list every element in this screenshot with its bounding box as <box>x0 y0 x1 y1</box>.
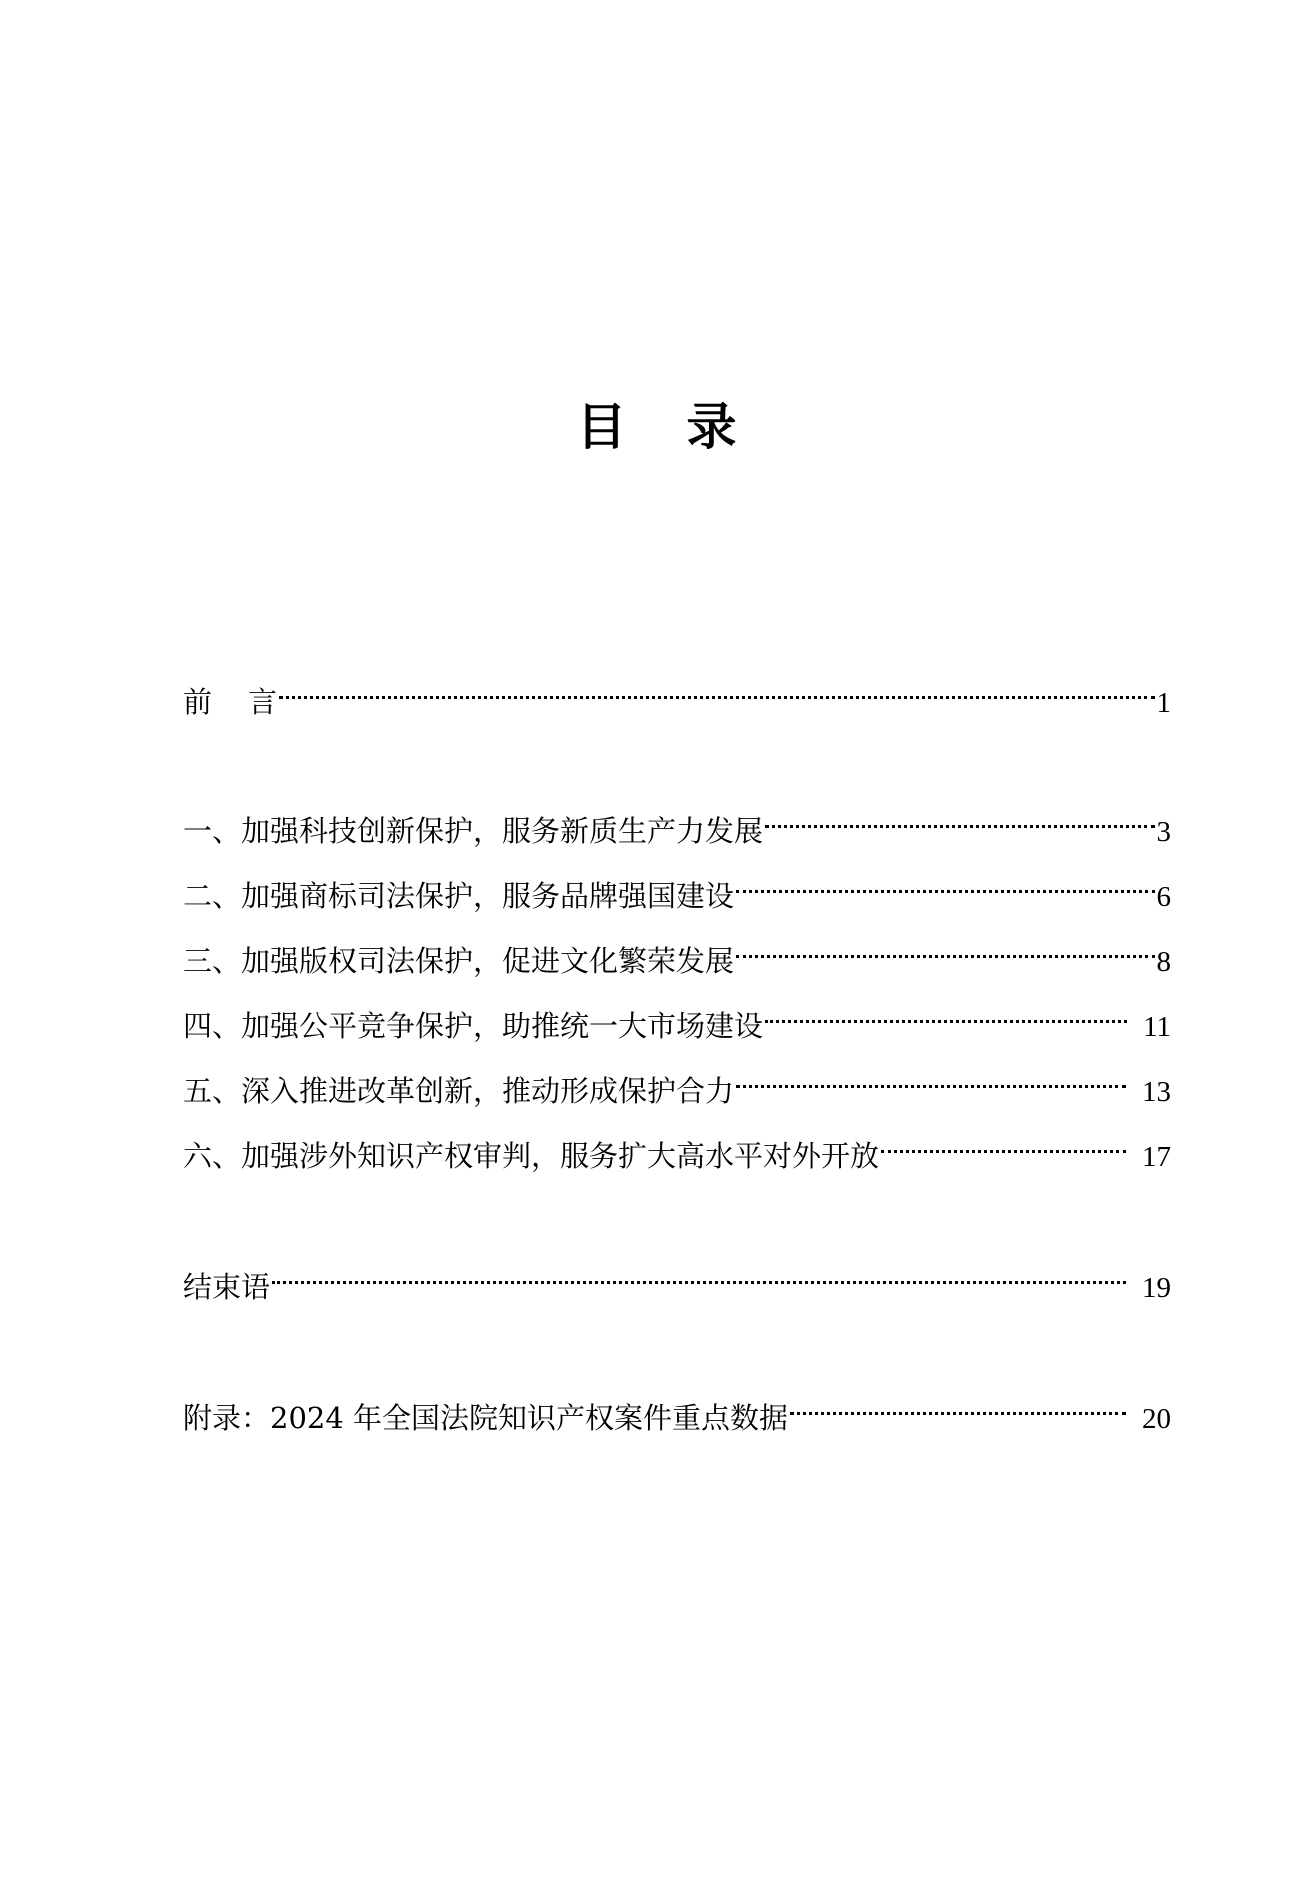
toc-entry-section-5[interactable] <box>183 1057 1171 1108</box>
toc-leader <box>279 668 1154 712</box>
toc-label: 二、加强商标司法保护，服务品牌强国建设 <box>183 879 735 913</box>
toc-page-number: 11 <box>1143 1011 1171 1043</box>
title-char-1: 目 <box>576 398 627 456</box>
toc-page-number: 17 <box>1142 1141 1171 1173</box>
toc-leader <box>790 1384 1126 1428</box>
toc-label <box>183 680 277 724</box>
page-title <box>0 392 1313 462</box>
toc-label: 四、加强公平竞争保护，助推统一大市场建设 <box>183 1009 764 1043</box>
toc-leader <box>736 927 1154 971</box>
toc-page-number: 3 <box>1156 816 1171 848</box>
toc-label: 三、加强版权司法保护，促进文化繁荣发展 <box>183 944 735 978</box>
title-char-2: 录 <box>686 398 737 456</box>
toc-entry-section-3[interactable] <box>183 927 1171 978</box>
toc-entry-section-2[interactable] <box>183 862 1171 913</box>
toc-leader <box>881 1122 1126 1166</box>
toc-page-number: 13 <box>1142 1076 1171 1108</box>
toc-page-number: 19 <box>1142 1272 1171 1304</box>
toc-label: 六、加强涉外知识产权审判，服务扩大高水平对外开放 <box>183 1139 880 1173</box>
toc-leader <box>736 862 1154 906</box>
toc-page-number: 20 <box>1142 1403 1171 1435</box>
toc-page-number: 8 <box>1156 946 1171 978</box>
toc-entry-section-6[interactable] <box>183 1122 1171 1173</box>
toc-entry-appendix[interactable] <box>183 1384 1171 1435</box>
toc-label: 五、深入推进改革创新，推动形成保护合力 <box>183 1074 735 1108</box>
toc-leader <box>272 1253 1126 1297</box>
toc-entry-section-4[interactable] <box>183 992 1171 1043</box>
toc-label-part-2: 言 <box>248 685 278 719</box>
toc-leader <box>765 797 1154 841</box>
toc-page-number: 1 <box>1156 687 1171 719</box>
toc-entry-preface[interactable] <box>183 668 1171 719</box>
toc-leader <box>736 1057 1126 1101</box>
toc-label: 结束语 <box>183 1270 271 1304</box>
toc-page-number: 6 <box>1156 881 1171 913</box>
toc-label: 一、加强科技创新保护，服务新质生产力发展 <box>183 814 764 848</box>
toc-entry-conclusion[interactable] <box>183 1253 1171 1304</box>
toc-label-part-1: 前 <box>183 685 213 719</box>
toc-leader <box>765 992 1127 1036</box>
toc-entry-section-1[interactable] <box>183 797 1171 848</box>
toc-label: 附录：2024 年全国法院知识产权案件重点数据 <box>183 1401 789 1435</box>
